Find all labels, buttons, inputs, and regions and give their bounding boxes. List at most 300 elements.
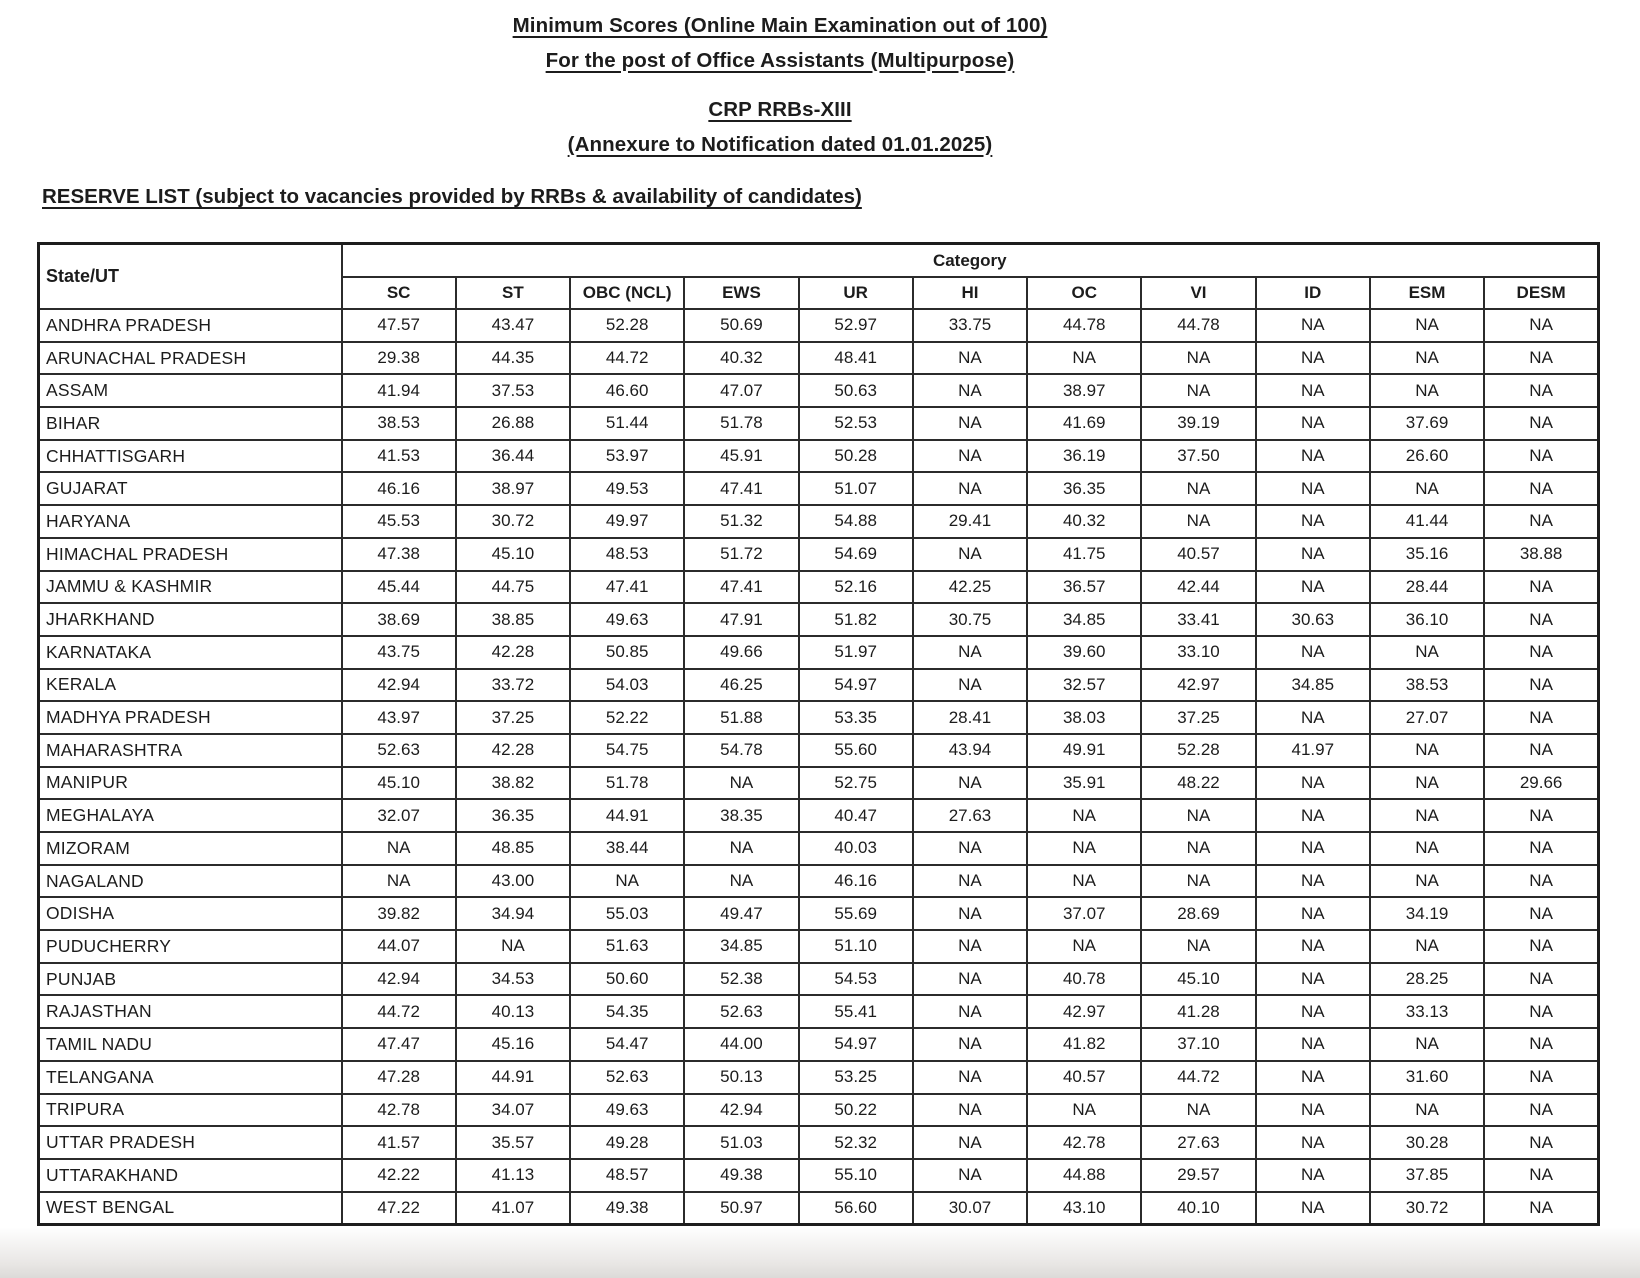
score-cell: 28.41 bbox=[913, 701, 1027, 734]
score-cell: 34.19 bbox=[1370, 897, 1484, 930]
score-cell: 51.10 bbox=[799, 930, 913, 963]
score-cell: NA bbox=[456, 930, 570, 963]
score-cell: 53.97 bbox=[570, 440, 684, 473]
score-cell: NA bbox=[1370, 374, 1484, 407]
score-cell: NA bbox=[1484, 342, 1598, 375]
score-cell: 26.60 bbox=[1370, 440, 1484, 473]
score-cell: NA bbox=[1484, 930, 1598, 963]
score-cell: 41.13 bbox=[456, 1159, 570, 1192]
score-cell: 47.47 bbox=[342, 1028, 456, 1061]
score-cell: 47.41 bbox=[570, 571, 684, 604]
score-cell: NA bbox=[1027, 832, 1141, 865]
score-cell: 54.75 bbox=[570, 734, 684, 767]
score-cell: NA bbox=[1484, 963, 1598, 996]
score-cell: 36.35 bbox=[1027, 472, 1141, 505]
score-cell: 34.85 bbox=[1027, 603, 1141, 636]
score-cell: 30.72 bbox=[1370, 1192, 1484, 1225]
score-cell: 50.28 bbox=[799, 440, 913, 473]
score-cell: 49.47 bbox=[684, 897, 798, 930]
score-cell: NA bbox=[1256, 538, 1370, 571]
score-cell: NA bbox=[913, 767, 1027, 800]
score-cell: 47.22 bbox=[342, 1192, 456, 1225]
score-cell: NA bbox=[342, 865, 456, 898]
score-cell: NA bbox=[1256, 505, 1370, 538]
score-cell: 34.85 bbox=[684, 930, 798, 963]
score-cell: NA bbox=[1256, 799, 1370, 832]
score-cell: NA bbox=[1484, 309, 1598, 342]
score-cell: 40.57 bbox=[1027, 1061, 1141, 1094]
table-row bbox=[39, 865, 1599, 898]
score-cell: 55.10 bbox=[799, 1159, 913, 1192]
state-cell: JAMMU & KASHMIR bbox=[39, 571, 342, 604]
score-cell: 37.25 bbox=[1141, 701, 1255, 734]
score-cell: 34.94 bbox=[456, 897, 570, 930]
score-cell: NA bbox=[1256, 342, 1370, 375]
score-cell: NA bbox=[1256, 1192, 1370, 1225]
score-cell: 46.60 bbox=[570, 374, 684, 407]
column-group-header-category: Category bbox=[342, 244, 1599, 278]
table-row bbox=[39, 505, 1599, 538]
score-cell: 44.91 bbox=[456, 1061, 570, 1094]
score-cell: NA bbox=[1370, 1028, 1484, 1061]
score-cell: 47.41 bbox=[684, 571, 798, 604]
score-cell: 42.44 bbox=[1141, 571, 1255, 604]
score-cell: 54.78 bbox=[684, 734, 798, 767]
score-cell: NA bbox=[913, 963, 1027, 996]
score-cell: 30.75 bbox=[913, 603, 1027, 636]
score-cell: 28.69 bbox=[1141, 897, 1255, 930]
table-header bbox=[39, 244, 1599, 310]
score-cell: 46.16 bbox=[799, 865, 913, 898]
score-cell: NA bbox=[1256, 440, 1370, 473]
score-cell: 52.28 bbox=[570, 309, 684, 342]
column-header-esm: ESM bbox=[1370, 277, 1484, 309]
score-cell: NA bbox=[1256, 963, 1370, 996]
score-cell: 40.78 bbox=[1027, 963, 1141, 996]
table-header-group-row bbox=[39, 244, 1599, 278]
score-cell: NA bbox=[1141, 930, 1255, 963]
score-cell: 47.38 bbox=[342, 538, 456, 571]
score-cell: 33.10 bbox=[1141, 636, 1255, 669]
column-header-ews: EWS bbox=[684, 277, 798, 309]
score-cell: NA bbox=[1256, 374, 1370, 407]
score-cell: 38.97 bbox=[456, 472, 570, 505]
score-cell: 52.22 bbox=[570, 701, 684, 734]
score-cell: 51.63 bbox=[570, 930, 684, 963]
score-cell: 49.66 bbox=[684, 636, 798, 669]
score-cell: 48.85 bbox=[456, 832, 570, 865]
score-cell: 34.07 bbox=[456, 1094, 570, 1127]
score-cell: 34.53 bbox=[456, 963, 570, 996]
score-cell: 44.72 bbox=[570, 342, 684, 375]
column-header-hi: HI bbox=[913, 277, 1027, 309]
state-cell: BIHAR bbox=[39, 407, 342, 440]
state-cell: UTTARAKHAND bbox=[39, 1159, 342, 1192]
score-cell: NA bbox=[1484, 472, 1598, 505]
table-row bbox=[39, 701, 1599, 734]
score-cell: 50.22 bbox=[799, 1094, 913, 1127]
state-cell: ASSAM bbox=[39, 374, 342, 407]
score-cell: NA bbox=[913, 1159, 1027, 1192]
score-cell: 48.57 bbox=[570, 1159, 684, 1192]
score-cell: 47.07 bbox=[684, 374, 798, 407]
score-cell: NA bbox=[1484, 1028, 1598, 1061]
state-cell: TAMIL NADU bbox=[39, 1028, 342, 1061]
page-title-line-2: For the post of Office Assistants (Multipurpose) bbox=[545, 48, 1015, 72]
score-cell: 47.28 bbox=[342, 1061, 456, 1094]
score-cell: 29.66 bbox=[1484, 767, 1598, 800]
score-cell: 52.97 bbox=[799, 309, 913, 342]
score-cell: 52.38 bbox=[684, 963, 798, 996]
score-cell: 44.72 bbox=[1141, 1061, 1255, 1094]
score-cell: 31.60 bbox=[1370, 1061, 1484, 1094]
score-cell: 40.32 bbox=[1027, 505, 1141, 538]
score-cell: 55.41 bbox=[799, 995, 913, 1028]
score-cell: 38.85 bbox=[456, 603, 570, 636]
score-cell: 44.88 bbox=[1027, 1159, 1141, 1192]
state-cell: ARUNACHAL PRADESH bbox=[39, 342, 342, 375]
score-cell: 37.50 bbox=[1141, 440, 1255, 473]
score-cell: 27.63 bbox=[1141, 1126, 1255, 1159]
table-row bbox=[39, 538, 1599, 571]
score-cell: NA bbox=[913, 865, 1027, 898]
score-cell: NA bbox=[1256, 1028, 1370, 1061]
score-cell: 44.91 bbox=[570, 799, 684, 832]
page-title-line-4: (Annexure to Notification dated 01.01.2025) bbox=[567, 132, 993, 156]
score-cell: 40.10 bbox=[1141, 1192, 1255, 1225]
score-cell: NA bbox=[1141, 342, 1255, 375]
score-cell: NA bbox=[1027, 342, 1141, 375]
score-cell: 55.69 bbox=[799, 897, 913, 930]
score-cell: 41.75 bbox=[1027, 538, 1141, 571]
score-cell: NA bbox=[913, 374, 1027, 407]
score-cell: 38.82 bbox=[456, 767, 570, 800]
table-row bbox=[39, 440, 1599, 473]
score-cell: 28.25 bbox=[1370, 963, 1484, 996]
score-cell: NA bbox=[1256, 767, 1370, 800]
score-cell: NA bbox=[913, 995, 1027, 1028]
score-cell: NA bbox=[913, 1094, 1027, 1127]
score-cell: NA bbox=[1256, 636, 1370, 669]
score-cell: 51.78 bbox=[570, 767, 684, 800]
score-cell: 39.82 bbox=[342, 897, 456, 930]
score-cell: 51.72 bbox=[684, 538, 798, 571]
score-cell: 41.28 bbox=[1141, 995, 1255, 1028]
score-cell: NA bbox=[1256, 930, 1370, 963]
column-header-state-ut: State/UT bbox=[39, 244, 342, 310]
score-cell: NA bbox=[1484, 374, 1598, 407]
state-cell: KARNATAKA bbox=[39, 636, 342, 669]
score-cell: NA bbox=[1256, 407, 1370, 440]
score-cell: NA bbox=[1027, 930, 1141, 963]
score-cell: 35.91 bbox=[1027, 767, 1141, 800]
score-cell: 38.53 bbox=[342, 407, 456, 440]
score-cell: 47.57 bbox=[342, 309, 456, 342]
score-cell: NA bbox=[1484, 897, 1598, 930]
table-row bbox=[39, 1159, 1599, 1192]
table-row bbox=[39, 472, 1599, 505]
score-cell: 47.91 bbox=[684, 603, 798, 636]
score-cell: NA bbox=[1256, 701, 1370, 734]
score-cell: NA bbox=[1141, 505, 1255, 538]
column-header-obc-ncl: OBC (NCL) bbox=[570, 277, 684, 309]
score-cell: NA bbox=[1141, 865, 1255, 898]
score-cell: NA bbox=[1484, 571, 1598, 604]
state-cell: PUNJAB bbox=[39, 963, 342, 996]
score-cell: 47.41 bbox=[684, 472, 798, 505]
table-row bbox=[39, 734, 1599, 767]
column-header-id: ID bbox=[1256, 277, 1370, 309]
score-cell: NA bbox=[913, 342, 1027, 375]
score-cell: NA bbox=[1256, 571, 1370, 604]
score-cell: 45.10 bbox=[456, 538, 570, 571]
score-cell: NA bbox=[1370, 767, 1484, 800]
score-cell: NA bbox=[1256, 1061, 1370, 1094]
score-cell: NA bbox=[1370, 865, 1484, 898]
score-cell: 55.60 bbox=[799, 734, 913, 767]
score-cell: 54.53 bbox=[799, 963, 913, 996]
score-cell: 51.03 bbox=[684, 1126, 798, 1159]
score-cell: 49.97 bbox=[570, 505, 684, 538]
score-cell: 42.97 bbox=[1141, 669, 1255, 702]
score-cell: 52.28 bbox=[1141, 734, 1255, 767]
score-cell: NA bbox=[1256, 309, 1370, 342]
score-cell: 42.22 bbox=[342, 1159, 456, 1192]
score-cell: 40.13 bbox=[456, 995, 570, 1028]
score-cell: 30.07 bbox=[913, 1192, 1027, 1225]
score-cell: NA bbox=[1370, 930, 1484, 963]
score-cell: 43.75 bbox=[342, 636, 456, 669]
score-cell: NA bbox=[913, 472, 1027, 505]
table-row bbox=[39, 1126, 1599, 1159]
state-cell: MADHYA PRADESH bbox=[39, 701, 342, 734]
score-cell: NA bbox=[1484, 603, 1598, 636]
score-cell: 42.94 bbox=[342, 963, 456, 996]
table-row bbox=[39, 374, 1599, 407]
score-cell: 43.10 bbox=[1027, 1192, 1141, 1225]
score-cell: NA bbox=[913, 930, 1027, 963]
column-header-sc: SC bbox=[342, 277, 456, 309]
score-cell: 35.57 bbox=[456, 1126, 570, 1159]
score-cell: 52.16 bbox=[799, 571, 913, 604]
score-cell: 42.97 bbox=[1027, 995, 1141, 1028]
score-cell: NA bbox=[1484, 1192, 1598, 1225]
score-cell: NA bbox=[1484, 799, 1598, 832]
table-row bbox=[39, 995, 1599, 1028]
state-cell: KERALA bbox=[39, 669, 342, 702]
state-cell: TRIPURA bbox=[39, 1094, 342, 1127]
score-cell: 56.60 bbox=[799, 1192, 913, 1225]
score-cell: NA bbox=[570, 865, 684, 898]
score-cell: NA bbox=[1370, 342, 1484, 375]
table-row bbox=[39, 767, 1599, 800]
score-cell: 46.25 bbox=[684, 669, 798, 702]
score-cell: NA bbox=[913, 897, 1027, 930]
score-cell: 42.28 bbox=[456, 734, 570, 767]
score-cell: 45.53 bbox=[342, 505, 456, 538]
table-row bbox=[39, 1061, 1599, 1094]
score-cell: NA bbox=[1256, 472, 1370, 505]
score-cell: NA bbox=[1484, 407, 1598, 440]
score-cell: NA bbox=[1484, 1094, 1598, 1127]
score-cell: 41.82 bbox=[1027, 1028, 1141, 1061]
score-cell: 49.53 bbox=[570, 472, 684, 505]
score-cell: 54.03 bbox=[570, 669, 684, 702]
state-cell: GUJARAT bbox=[39, 472, 342, 505]
score-cell: NA bbox=[1484, 440, 1598, 473]
score-cell: NA bbox=[1484, 636, 1598, 669]
score-cell: 52.75 bbox=[799, 767, 913, 800]
score-cell: 44.78 bbox=[1027, 309, 1141, 342]
score-cell: 52.63 bbox=[684, 995, 798, 1028]
column-header-oc: OC bbox=[1027, 277, 1141, 309]
score-cell: 51.07 bbox=[799, 472, 913, 505]
score-cell: NA bbox=[1484, 734, 1598, 767]
score-cell: 52.32 bbox=[799, 1126, 913, 1159]
score-cell: 40.03 bbox=[799, 832, 913, 865]
score-cell: 41.97 bbox=[1256, 734, 1370, 767]
score-cell: NA bbox=[913, 538, 1027, 571]
score-cell: 52.63 bbox=[570, 1061, 684, 1094]
table-row bbox=[39, 669, 1599, 702]
score-cell: NA bbox=[1256, 1094, 1370, 1127]
score-cell: 37.10 bbox=[1141, 1028, 1255, 1061]
state-cell: MANIPUR bbox=[39, 767, 342, 800]
score-cell: 50.63 bbox=[799, 374, 913, 407]
score-cell: NA bbox=[342, 832, 456, 865]
score-cell: 49.63 bbox=[570, 1094, 684, 1127]
score-cell: NA bbox=[1484, 701, 1598, 734]
score-cell: NA bbox=[1484, 669, 1598, 702]
score-cell: NA bbox=[1141, 472, 1255, 505]
score-cell: 54.35 bbox=[570, 995, 684, 1028]
score-cell: 37.53 bbox=[456, 374, 570, 407]
table-row bbox=[39, 930, 1599, 963]
score-cell: 41.07 bbox=[456, 1192, 570, 1225]
score-cell: 43.94 bbox=[913, 734, 1027, 767]
score-cell: 51.32 bbox=[684, 505, 798, 538]
score-cell: 41.53 bbox=[342, 440, 456, 473]
score-cell: 54.69 bbox=[799, 538, 913, 571]
score-cell: 54.97 bbox=[799, 669, 913, 702]
score-cell: 50.13 bbox=[684, 1061, 798, 1094]
score-cell: 51.44 bbox=[570, 407, 684, 440]
score-cell: 43.47 bbox=[456, 309, 570, 342]
score-cell: 35.16 bbox=[1370, 538, 1484, 571]
score-cell: NA bbox=[1256, 1159, 1370, 1192]
score-cell: 53.35 bbox=[799, 701, 913, 734]
score-cell: 52.63 bbox=[342, 734, 456, 767]
score-cell: NA bbox=[1027, 865, 1141, 898]
score-cell: 33.75 bbox=[913, 309, 1027, 342]
score-cell: 46.16 bbox=[342, 472, 456, 505]
score-cell: 36.44 bbox=[456, 440, 570, 473]
score-cell: 38.69 bbox=[342, 603, 456, 636]
state-cell: TELANGANA bbox=[39, 1061, 342, 1094]
score-cell: 38.44 bbox=[570, 832, 684, 865]
score-cell: 38.53 bbox=[1370, 669, 1484, 702]
score-cell: 54.47 bbox=[570, 1028, 684, 1061]
state-cell: ODISHA bbox=[39, 897, 342, 930]
state-cell: CHHATTISGARH bbox=[39, 440, 342, 473]
table-row bbox=[39, 832, 1599, 865]
score-cell: 26.88 bbox=[456, 407, 570, 440]
reserve-list-heading: RESERVE LIST (subject to vacancies provided by RRBs & availability of candidates) bbox=[42, 185, 862, 208]
state-cell: RAJASTHAN bbox=[39, 995, 342, 1028]
score-cell: NA bbox=[1370, 309, 1484, 342]
score-cell: NA bbox=[913, 669, 1027, 702]
score-cell: 28.44 bbox=[1370, 571, 1484, 604]
score-cell: NA bbox=[1141, 374, 1255, 407]
score-cell: 38.35 bbox=[684, 799, 798, 832]
score-cell: 45.10 bbox=[1141, 963, 1255, 996]
score-cell: 49.38 bbox=[570, 1192, 684, 1225]
table-row bbox=[39, 342, 1599, 375]
score-cell: 34.85 bbox=[1256, 669, 1370, 702]
score-cell: NA bbox=[1370, 472, 1484, 505]
score-cell: NA bbox=[913, 1061, 1027, 1094]
score-cell: 32.07 bbox=[342, 799, 456, 832]
score-cell: 42.25 bbox=[913, 571, 1027, 604]
score-cell: 49.38 bbox=[684, 1159, 798, 1192]
score-cell: NA bbox=[1027, 1094, 1141, 1127]
score-cell: NA bbox=[1370, 799, 1484, 832]
score-cell: 27.07 bbox=[1370, 701, 1484, 734]
column-header-st: ST bbox=[456, 277, 570, 309]
page-title-line-3: CRP RRBs-XIII bbox=[708, 98, 852, 121]
score-cell: 37.25 bbox=[456, 701, 570, 734]
page-bottom-shade bbox=[0, 1228, 1640, 1278]
score-cell: 44.00 bbox=[684, 1028, 798, 1061]
score-cell: NA bbox=[1370, 832, 1484, 865]
score-cell: 36.57 bbox=[1027, 571, 1141, 604]
state-cell: HARYANA bbox=[39, 505, 342, 538]
score-cell: 40.47 bbox=[799, 799, 913, 832]
table-row bbox=[39, 897, 1599, 930]
score-cell: NA bbox=[1484, 1061, 1598, 1094]
score-cell: 51.78 bbox=[684, 407, 798, 440]
minimum-scores-table bbox=[37, 242, 1600, 1226]
score-cell: 50.60 bbox=[570, 963, 684, 996]
score-cell: 41.69 bbox=[1027, 407, 1141, 440]
score-cell: 48.53 bbox=[570, 538, 684, 571]
score-cell: NA bbox=[1370, 636, 1484, 669]
table-row bbox=[39, 799, 1599, 832]
score-cell: 54.88 bbox=[799, 505, 913, 538]
score-cell: 50.85 bbox=[570, 636, 684, 669]
table-row bbox=[39, 963, 1599, 996]
score-cell: NA bbox=[1484, 1126, 1598, 1159]
score-cell: NA bbox=[1484, 832, 1598, 865]
score-cell: NA bbox=[1256, 995, 1370, 1028]
score-cell: 45.10 bbox=[342, 767, 456, 800]
score-cell: 29.57 bbox=[1141, 1159, 1255, 1192]
score-cell: 50.97 bbox=[684, 1192, 798, 1225]
table-row bbox=[39, 571, 1599, 604]
state-cell: ANDHRA PRADESH bbox=[39, 309, 342, 342]
score-cell: 44.35 bbox=[456, 342, 570, 375]
score-cell: 39.60 bbox=[1027, 636, 1141, 669]
score-cell: 42.94 bbox=[342, 669, 456, 702]
table-body bbox=[39, 309, 1599, 1225]
score-cell: 45.44 bbox=[342, 571, 456, 604]
score-cell: NA bbox=[1141, 832, 1255, 865]
score-cell: 29.38 bbox=[342, 342, 456, 375]
score-cell: 45.91 bbox=[684, 440, 798, 473]
score-cell: 49.63 bbox=[570, 603, 684, 636]
score-cell: 48.41 bbox=[799, 342, 913, 375]
state-cell: MAHARASHTRA bbox=[39, 734, 342, 767]
